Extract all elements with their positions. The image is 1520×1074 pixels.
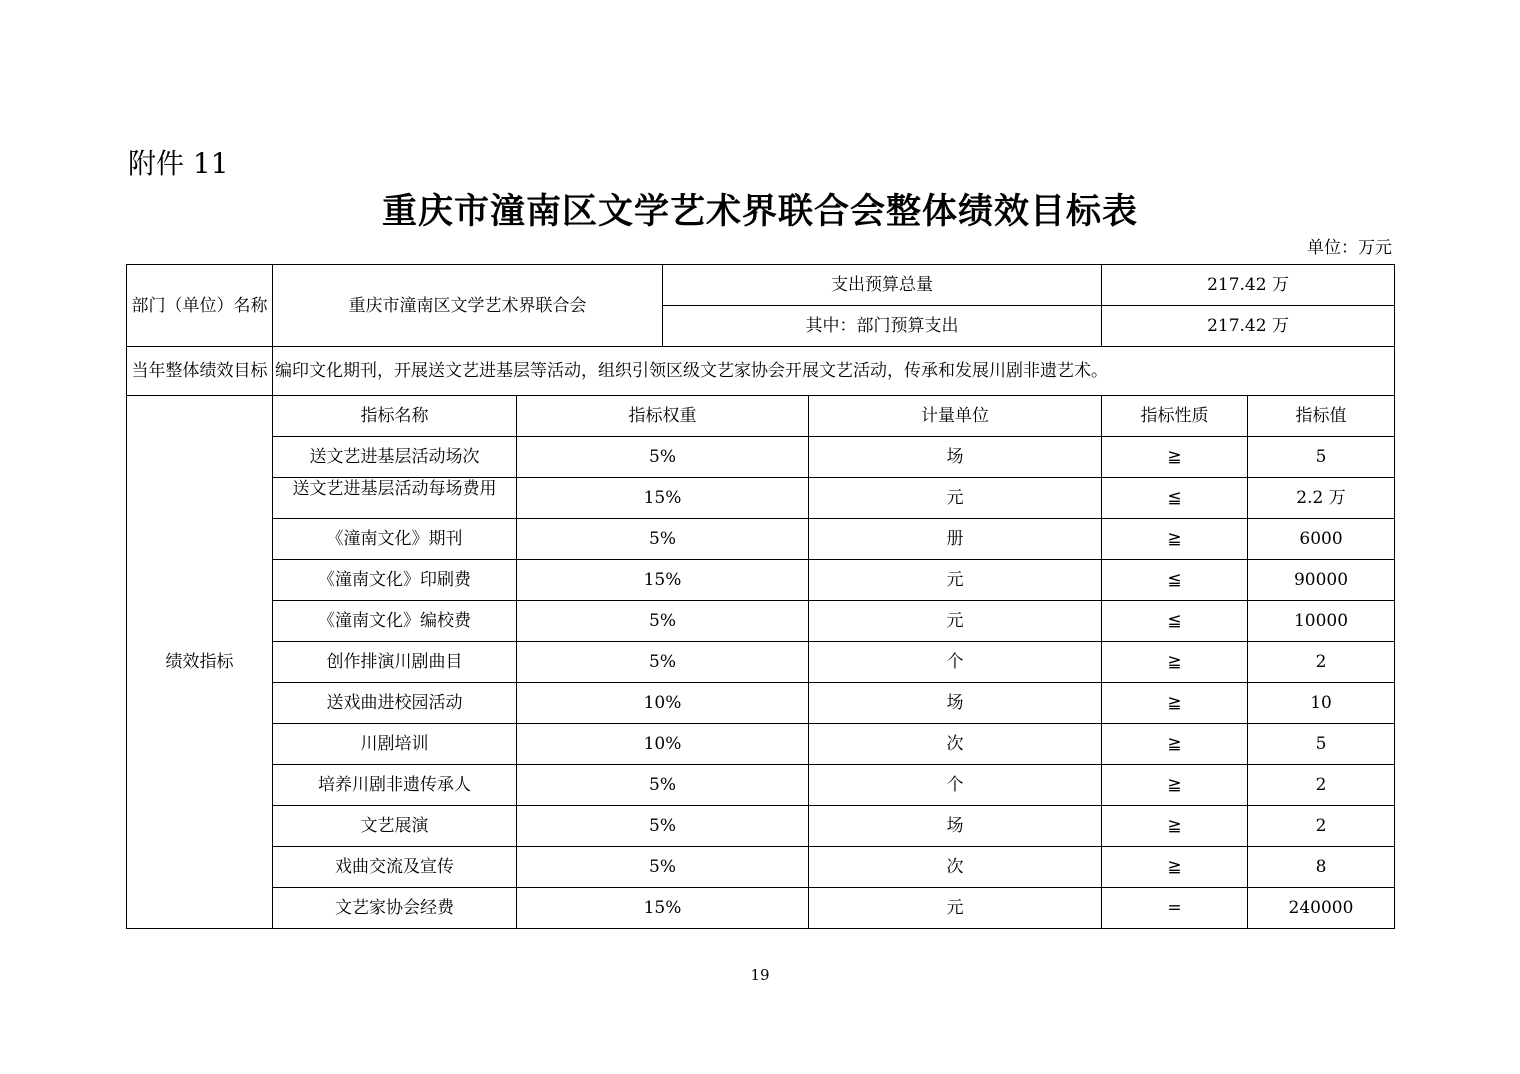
indicator-header-row	[127, 396, 1395, 437]
budget-total-value: 217.42 万	[1102, 265, 1395, 306]
page-title: 重庆市潼南区文学艺术界联合会整体绩效目标表	[381, 192, 1138, 232]
indicator-weight: 5%	[517, 642, 809, 683]
budget-total-label: 支出预算总量	[663, 265, 1102, 306]
indicator-value: 2.2 万	[1248, 478, 1395, 519]
indicator-nature: ≧	[1102, 642, 1248, 683]
indicator-unit: 元	[809, 888, 1102, 929]
indicator-unit: 元	[809, 478, 1102, 519]
dept-row-1	[127, 265, 1395, 306]
indicator-value: 10	[1248, 683, 1395, 724]
indicator-weight: 10%	[517, 683, 809, 724]
indicator-row	[127, 642, 1395, 683]
indicator-weight: 5%	[517, 519, 809, 560]
unit-label: 单位：万元	[1307, 238, 1392, 258]
indicator-name: 《潼南文化》期刊	[273, 519, 517, 560]
indicator-row	[127, 683, 1395, 724]
indicator-name	[273, 478, 517, 519]
indicator-nature: ≦	[1102, 560, 1248, 601]
dept-budget-label: 其中：部门预算支出	[663, 306, 1102, 347]
goal-row	[127, 347, 1395, 396]
goal-text: 编印文化期刊，开展送文艺进基层等活动，组织引领区级文艺家协会开展文艺活动，传承和发展川剧非遗艺术。	[273, 347, 1395, 396]
indicator-nature: =	[1102, 888, 1248, 929]
indicator-unit: 元	[809, 560, 1102, 601]
indicator-weight: 5%	[517, 437, 809, 478]
indicator-nature: ≧	[1102, 437, 1248, 478]
indicator-nature: ≧	[1102, 765, 1248, 806]
indicator-value: 5	[1248, 437, 1395, 478]
indicator-value: 2	[1248, 806, 1395, 847]
indicator-unit: 个	[809, 642, 1102, 683]
indicator-weight: 5%	[517, 847, 809, 888]
indicator-weight: 10%	[517, 724, 809, 765]
indicator-nature: ≦	[1102, 478, 1248, 519]
indicator-nature: ≧	[1102, 724, 1248, 765]
header-unit: 计量单位	[809, 396, 1102, 437]
indicator-name: 川剧培训	[273, 724, 517, 765]
page-number: 19	[750, 966, 770, 984]
indicator-section-label: 绩效指标	[127, 396, 273, 929]
indicator-row	[127, 765, 1395, 806]
indicator-name: 戏曲交流及宣传	[273, 847, 517, 888]
indicator-row	[127, 724, 1395, 765]
indicator-value: 10000	[1248, 601, 1395, 642]
indicator-value: 5	[1248, 724, 1395, 765]
indicator-unit: 场	[809, 437, 1102, 478]
indicator-weight: 15%	[517, 560, 809, 601]
indicator-unit: 次	[809, 847, 1102, 888]
header-name: 指标名称	[273, 396, 517, 437]
goal-label: 当年整体绩效目标	[127, 347, 273, 396]
indicator-row	[127, 519, 1395, 560]
indicator-nature: ≦	[1102, 601, 1248, 642]
indicator-unit: 册	[809, 519, 1102, 560]
dept-label: 部门（单位）名称	[127, 265, 273, 347]
indicator-name: 《潼南文化》编校费	[273, 601, 517, 642]
indicator-weight: 5%	[517, 601, 809, 642]
indicator-name: 文艺展演	[273, 806, 517, 847]
indicator-name: 《潼南文化》印刷费	[273, 560, 517, 601]
performance-table	[126, 264, 1395, 929]
attachment-label: 附件 11	[128, 147, 229, 180]
indicator-unit: 元	[809, 601, 1102, 642]
indicator-row	[127, 478, 1395, 519]
indicator-name: 创作排演川剧曲目	[273, 642, 517, 683]
indicator-name-text: 送文艺进基层活动每场费用	[292, 479, 497, 499]
header-weight: 指标权重	[517, 396, 809, 437]
indicator-nature: ≧	[1102, 847, 1248, 888]
header-nature: 指标性质	[1102, 396, 1248, 437]
indicator-value: 90000	[1248, 560, 1395, 601]
indicator-row	[127, 806, 1395, 847]
indicator-row	[127, 888, 1395, 929]
indicator-name: 培养川剧非遗传承人	[273, 765, 517, 806]
indicator-value: 2	[1248, 765, 1395, 806]
indicator-unit: 个	[809, 765, 1102, 806]
indicator-row	[127, 560, 1395, 601]
indicator-nature: ≧	[1102, 683, 1248, 724]
indicator-nature: ≧	[1102, 519, 1248, 560]
dept-name: 重庆市潼南区文学艺术界联合会	[273, 265, 663, 347]
indicator-name: 送戏曲进校园活动	[273, 683, 517, 724]
indicator-weight: 15%	[517, 888, 809, 929]
header-value: 指标值	[1248, 396, 1395, 437]
indicator-value: 2	[1248, 642, 1395, 683]
indicator-unit: 次	[809, 724, 1102, 765]
indicator-row	[127, 437, 1395, 478]
indicator-row	[127, 601, 1395, 642]
indicator-value: 6000	[1248, 519, 1395, 560]
indicator-weight: 15%	[517, 478, 809, 519]
indicator-value: 240000	[1248, 888, 1395, 929]
indicator-weight: 5%	[517, 765, 809, 806]
indicator-value: 8	[1248, 847, 1395, 888]
indicator-nature: ≧	[1102, 806, 1248, 847]
dept-budget-value: 217.42 万	[1102, 306, 1395, 347]
indicator-unit: 场	[809, 806, 1102, 847]
indicator-row	[127, 847, 1395, 888]
indicator-name: 文艺家协会经费	[273, 888, 517, 929]
indicator-unit: 场	[809, 683, 1102, 724]
indicator-weight: 5%	[517, 806, 809, 847]
indicator-name: 送文艺进基层活动场次	[273, 437, 517, 478]
